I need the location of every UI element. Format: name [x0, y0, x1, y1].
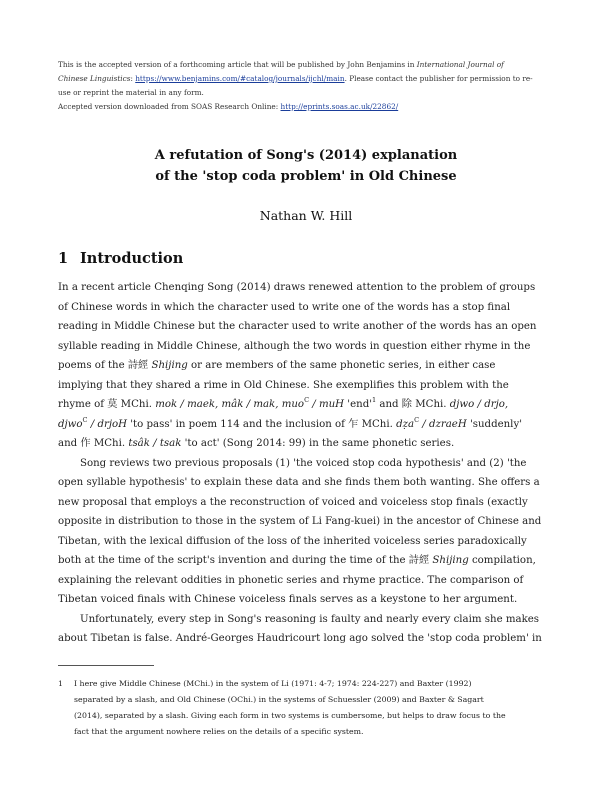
- notice-line-2: Chinese Linguistics: https://www.benjamins.com/#catalog/journals/ijchl/main. Please contact the publisher for permission to re-: [58, 74, 533, 83]
- text-line: djwo$^C$ / drjoH 'to pass' in poem 114 and the inclusion of 乍 MChi. dẓa$^C$ / dzraeH 'suddenly': [58, 415, 522, 430]
- paragraph-1: [58, 278, 555, 454]
- notice-line-1: This is the accepted version of a forthcoming article that will be published by John Benjamins in International Journal of: [58, 60, 504, 69]
- text-line: open syllable hypothesis' to explain these data and she finds them both wanting. She offers a: [58, 477, 540, 488]
- footnote-line: fact that the argument nowhere relies on the details of a specific system.: [74, 727, 364, 736]
- footnote-number: 1: [58, 679, 63, 688]
- journal-link[interactable]: https://www.benjamins.com/#catalog/journals/ijchl/main: [135, 74, 345, 83]
- footnote-divider: [58, 665, 154, 666]
- text-line: implying that they shared a rime in Old Chinese. She exemplifies this problem with the: [58, 379, 509, 391]
- footnote-line: (2014), separated by a slash. Giving each form in two systems is cumbersome, but helps to draw focus to the: [74, 711, 506, 720]
- text-line: of Chinese words in which the character used to write one of the words has a stop final: [58, 301, 511, 313]
- section-title: Introduction: [80, 250, 184, 267]
- journal-name-cont: Chinese Linguistics: [58, 74, 131, 83]
- text-line: In a recent article Chenqing Song (2014) draws renewed attention to the problem of groups: [58, 282, 536, 293]
- publication-notice: [58, 58, 558, 114]
- article-title-line-1: A refutation of Song's (2014) explanation: [154, 148, 458, 163]
- text-line: rhyme of 莫 MChi. mok / maek, mâk / mak, muo$^C$ / muH '$end'^1$ and 除 MChi. djwo / drjo,: [58, 396, 509, 410]
- eprints-link[interactable]: http://eprints.soas.ac.uk/22862/: [280, 102, 399, 111]
- text-line: and 作 MChi. tsâk / tsak 'to act' (Song 2014: 99) in the same phonetic series.: [58, 438, 455, 449]
- footnote-ref[interactable]: 1: [372, 396, 377, 404]
- notice-line-3: use or reprint the material in any form.: [58, 88, 204, 97]
- text-line: both at the time of the script's invention and during the time of the 詩經 Shijing compilation,: [58, 555, 536, 566]
- text-line: Tibetan voiced finals with Chinese voiceless finals serves as a keystone to her argument.: [58, 594, 518, 605]
- text-line: syllable reading in Middle Chinese, although the two words in question either rhyme in the: [58, 340, 531, 352]
- text-line: explaining the relevant oddities in phonetic series and rhyme practice. The comparison of: [58, 574, 524, 586]
- text-line: about Tibetan is false. André-Georges Haudricourt long ago solved the 'stop coda problem' in: [58, 633, 542, 644]
- text-line: Song reviews two previous proposals (1) 'the voiced stop coda hypothesis' and (2) 'the: [80, 457, 527, 469]
- footnote: [58, 676, 555, 740]
- paragraph-3: [58, 610, 555, 649]
- paragraph-2: [58, 454, 555, 610]
- journal-name: International Journal of: [416, 60, 504, 69]
- text-line: Unfortunately, every step in Song's reasoning is faulty and nearly every claim she makes: [80, 613, 539, 625]
- author-name: Nathan W. Hill: [259, 208, 353, 223]
- section-heading: [58, 250, 183, 267]
- text-line: opposite in distribution to those in the system of Li Fang-kuei) in the ancestor of Chinese and: [58, 516, 542, 527]
- footnote-line: I here give Middle Chinese (MChi.) in the system of Li (1971: 4-7; 1974: 224-227) and Baxter (1992): [74, 679, 472, 688]
- text-line: new proposal that employs a the reconstruction of voiced and voiceless stop finals (exactly: [58, 496, 528, 508]
- section-number: 1: [58, 250, 69, 267]
- text-line: Tibetan, with the lexical diffusion of the loss of the inherited voiceless series paradoxically: [58, 535, 527, 547]
- text-line: reading in Middle Chinese but the character used to write another of the words has an open: [58, 321, 537, 332]
- text-line: poems of the 詩經 Shijing or are members of the same phonetic series, in either case: [58, 360, 496, 371]
- notice-line-4: Accepted version downloaded from SOAS Research Online: http://eprints.soas.ac.uk/22862/: [58, 102, 399, 111]
- footnote-line: separated by a slash, and Old Chinese (OChi.) in the systems of Schuessler (2009) and Baxter & Sagart: [74, 695, 484, 704]
- article-title-line-2: of the 'stop coda problem' in Old Chinese: [155, 169, 457, 184]
